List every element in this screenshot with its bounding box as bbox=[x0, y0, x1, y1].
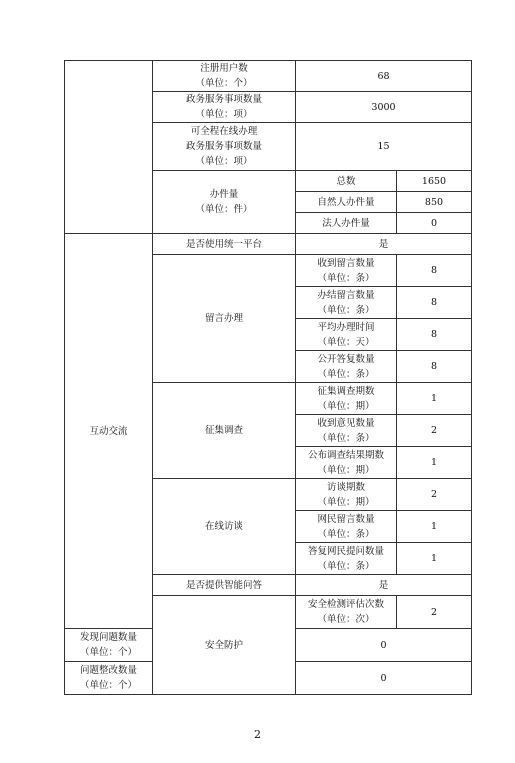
group-label: 征集调查 bbox=[153, 383, 296, 479]
row-label bbox=[153, 171, 296, 234]
unit-text: （单位：个） bbox=[79, 680, 137, 691]
sub-label bbox=[296, 511, 397, 543]
unit-text: （单位：件） bbox=[195, 204, 253, 215]
value-cell: 1 bbox=[397, 447, 472, 479]
value-cell: 是 bbox=[296, 234, 472, 255]
row-label bbox=[153, 123, 296, 171]
table-row bbox=[65, 234, 472, 255]
row-label bbox=[296, 596, 397, 629]
row-label bbox=[65, 629, 153, 662]
sub-label bbox=[296, 447, 397, 479]
row-label: 是否提供智能问答 bbox=[153, 575, 296, 596]
label-text: 政务服务事项数量 bbox=[185, 141, 262, 152]
label-text: 发现问题数量 bbox=[79, 632, 137, 643]
value-cell: 2 bbox=[397, 596, 472, 629]
stats-table bbox=[64, 60, 472, 695]
row-label bbox=[153, 61, 296, 92]
section-label: 互动交流 bbox=[65, 234, 153, 629]
value-cell: 1650 bbox=[397, 171, 472, 192]
unit-text: （单位：项） bbox=[195, 156, 253, 167]
row-label bbox=[153, 92, 296, 123]
unit-text: （单位：条） bbox=[317, 368, 375, 380]
label-text: 征集调查期数 bbox=[317, 385, 375, 397]
sub-label bbox=[296, 479, 397, 511]
sub-label bbox=[296, 287, 397, 319]
value-cell: 850 bbox=[397, 192, 472, 213]
label-text: 网民留言数量 bbox=[317, 513, 375, 525]
sub-label bbox=[296, 543, 397, 575]
value-cell: 15 bbox=[296, 123, 472, 171]
value-cell: 是 bbox=[296, 575, 472, 596]
value-cell: 2 bbox=[397, 415, 472, 447]
value-cell: 8 bbox=[397, 287, 472, 319]
value-cell: 1 bbox=[397, 383, 472, 415]
value-cell: 2 bbox=[397, 479, 472, 511]
unit-text: （单位：期） bbox=[317, 400, 375, 412]
label-text: 收到意见数量 bbox=[317, 417, 375, 429]
value-cell: 0 bbox=[296, 629, 472, 662]
label-text: 办件量 bbox=[209, 189, 239, 200]
row-label bbox=[65, 662, 153, 695]
label-text: 答复网民提问数量 bbox=[307, 545, 384, 557]
label-text: 政务服务事项数量 bbox=[185, 94, 262, 105]
label-text: 公布调查结果期数 bbox=[307, 449, 384, 461]
value-cell: 8 bbox=[397, 255, 472, 287]
unit-text: （单位：次） bbox=[317, 614, 375, 625]
label-text: 问题整改数量 bbox=[79, 665, 137, 676]
value-cell: 3000 bbox=[296, 92, 472, 123]
value-cell: 68 bbox=[296, 61, 472, 92]
sub-label bbox=[296, 351, 397, 383]
label-text: 注册用户数 bbox=[200, 63, 248, 74]
unit-text: （单位：个） bbox=[79, 647, 137, 658]
sub-label bbox=[296, 415, 397, 447]
row-label: 是否使用统一平台 bbox=[153, 234, 296, 255]
unit-text: （单位：项） bbox=[195, 109, 253, 120]
section-cell-top bbox=[65, 61, 153, 234]
unit-text: （单位：条） bbox=[317, 528, 375, 540]
unit-text: （单位：个） bbox=[195, 78, 253, 89]
value-cell: 8 bbox=[397, 351, 472, 383]
value-cell: 8 bbox=[397, 319, 472, 351]
label-text: 公开答复数量 bbox=[317, 353, 375, 365]
label-text: 访谈期数 bbox=[326, 481, 365, 493]
unit-text: （单位：期） bbox=[317, 464, 375, 476]
label-text: 安全检测评估次数 bbox=[307, 599, 384, 610]
sub-label bbox=[296, 319, 397, 351]
label-text: 平均办理时间 bbox=[317, 321, 375, 333]
label-text: 办结留言数量 bbox=[317, 289, 375, 301]
unit-text: （单位：条） bbox=[317, 272, 375, 284]
sub-label bbox=[296, 383, 397, 415]
unit-text: （单位：天） bbox=[317, 336, 375, 348]
unit-text: （单位：条） bbox=[317, 560, 375, 572]
unit-text: （单位：条） bbox=[317, 304, 375, 316]
group-label: 留言办理 bbox=[153, 255, 296, 383]
page-number: 2 bbox=[254, 728, 261, 741]
sub-label: 自然人办件量 bbox=[296, 192, 397, 213]
section-label: 安全防护 bbox=[153, 596, 296, 695]
sub-label: 法人办件量 bbox=[296, 213, 397, 234]
value-cell: 1 bbox=[397, 543, 472, 575]
label-text: 收到留言数量 bbox=[317, 257, 375, 269]
value-cell: 1 bbox=[397, 511, 472, 543]
unit-text: （单位：条） bbox=[317, 432, 375, 444]
unit-text: （单位：期） bbox=[317, 496, 375, 508]
value-cell: 0 bbox=[397, 213, 472, 234]
group-label: 在线访谈 bbox=[153, 479, 296, 575]
table-row bbox=[65, 61, 472, 92]
value-cell: 0 bbox=[296, 662, 472, 695]
sub-label: 总数 bbox=[296, 171, 397, 192]
sub-label bbox=[296, 255, 397, 287]
label-text: 可全程在线办理 bbox=[190, 126, 258, 137]
